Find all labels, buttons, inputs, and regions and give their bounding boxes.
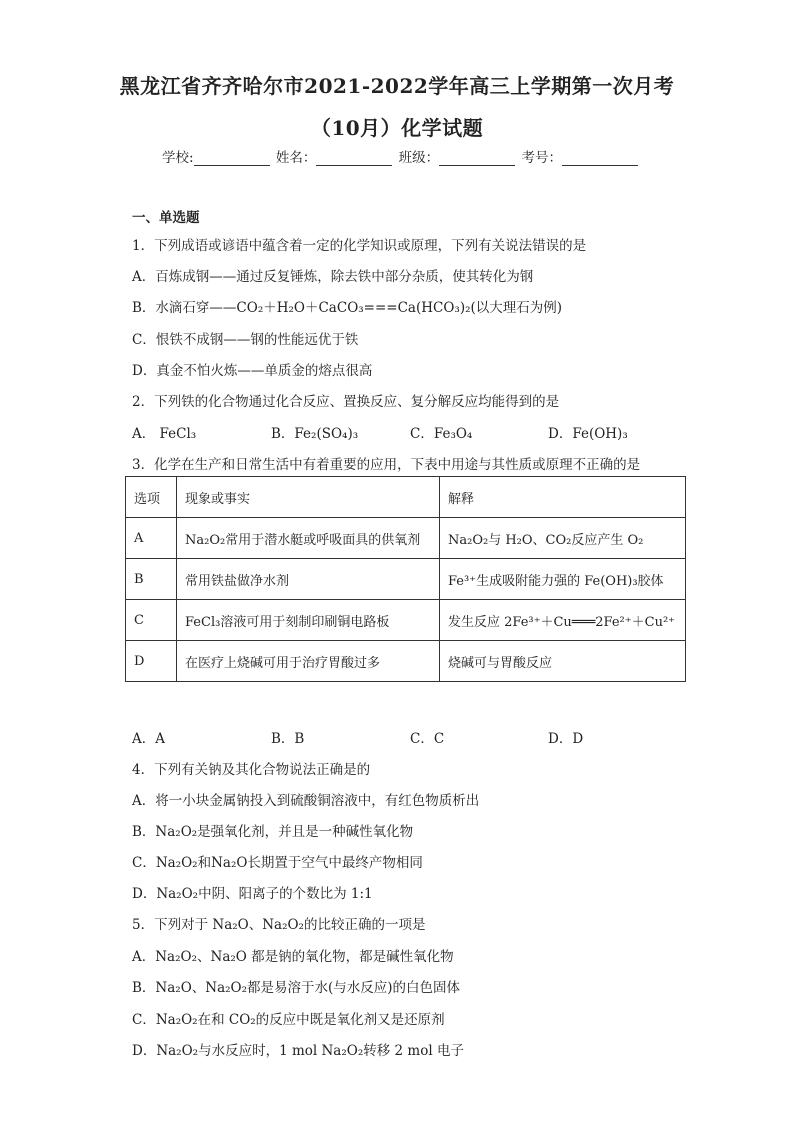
q2-option-a: A． FeCl₃ <box>132 426 197 442</box>
q4-option-a: A．将一小块金属钠投入到硫酸铜溶液中，有红色物质析出 <box>132 793 480 809</box>
exam-title-line1: 黑龙江省齐齐哈尔市2021-2022学年高三上学期第一次月考 <box>119 74 675 98</box>
name-blank[interactable] <box>316 151 392 166</box>
q1-option-c: C．恨铁不成钢——钢的性能远优于铁 <box>132 332 359 348</box>
table-cell: 常用铁盐做净水剂 <box>177 559 440 600</box>
exam-number-label: 考号： <box>521 150 562 166</box>
table-cell: Na₂O₂与 H₂O、CO₂反应产生 O₂ <box>440 518 686 559</box>
q1-option-d: D．真金不怕火炼——单质金的熔点很高 <box>132 363 373 379</box>
q3-stem: 3．化学在生产和日常生活中有着重要的应用，下表中用途与其性质或原理不正确的是 <box>132 457 641 473</box>
table-row <box>126 518 686 559</box>
q1-option-a: A．百炼成钢——通过反复锤炼，除去铁中部分杂质，使其转化为钢 <box>132 269 534 285</box>
table-cell: 在医疗上烧碱可用于治疗胃酸过多 <box>177 641 440 682</box>
q3-table <box>125 476 686 682</box>
school-label: 学校: <box>162 150 194 166</box>
table-header-cell: 现象或事实 <box>177 477 440 518</box>
q2-option-b: B．Fe₂(SO₄)₃ <box>271 426 359 442</box>
table-cell: Na₂O₂常用于潜水艇或呼吸面具的供氧剂 <box>177 518 440 559</box>
table-cell: C <box>126 600 177 641</box>
q3-option-b: B．B <box>271 731 305 747</box>
q4-option-d: D．Na₂O₂中阴、阳离子的个数比为 1:1 <box>132 886 373 902</box>
q2-option-c: C．Fe₃O₄ <box>410 426 473 442</box>
table-cell: D <box>126 641 177 682</box>
q5-option-a: A．Na₂O₂、Na₂O 都是钠的氧化物，都是碱性氧化物 <box>132 949 454 965</box>
q3-option-c: C．C <box>410 731 445 747</box>
q3-option-d: D．D <box>548 731 584 747</box>
q5-option-c: C．Na₂O₂在和 CO₂的反应中既是氧化剂又是还原剂 <box>132 1012 445 1028</box>
name-label: 姓名： <box>275 150 317 166</box>
q1-option-b: B．水滴石穿——CO₂＋H₂O＋CaCO₃===Ca(HCO₃)₂(以大理石为例) <box>132 300 563 316</box>
table-row <box>126 600 686 641</box>
class-label: 班级： <box>398 150 440 166</box>
q5-option-d: D．Na₂O₂与水反应时，1 mol Na₂O₂转移 2 mol 电子 <box>132 1043 464 1059</box>
exam-number-blank[interactable] <box>562 151 638 166</box>
table-cell: A <box>126 518 177 559</box>
table-header-cell: 解释 <box>440 477 686 518</box>
q4-option-c: C．Na₂O₂和Na₂O长期置于空气中最终产物相同 <box>132 855 423 871</box>
q4-stem: 4．下列有关钠及其化合物说法正确是的 <box>132 762 371 778</box>
q1-stem: 1．下列成语或谚语中蕴含着一定的化学知识或原理，下列有关说法错误的是 <box>132 238 587 254</box>
table-row <box>126 641 686 682</box>
table-cell: FeCl₃溶液可用于刻制印刷铜电路板 <box>177 600 440 641</box>
table-cell: Fe³⁺生成吸附能力强的 Fe(OH)₃胶体 <box>440 559 686 600</box>
exam-title-line2: （10月）化学试题 <box>310 116 484 140</box>
table-cell: B <box>126 559 177 600</box>
q5-stem: 5．下列对于 Na₂O、Na₂O₂的比较正确的一项是 <box>132 917 426 933</box>
q2-option-d: D．Fe(OH)₃ <box>548 426 628 442</box>
school-blank[interactable] <box>194 151 270 166</box>
table-cell: 烧碱可与胃酸反应 <box>440 641 686 682</box>
student-info-row <box>162 146 640 166</box>
q2-stem: 2．下列铁的化合物通过化合反应、置换反应、复分解反应均能得到的是 <box>132 394 560 410</box>
q3-option-a: A．A <box>132 731 165 747</box>
q5-option-b: B．Na₂O、Na₂O₂都是易溶于水(与水反应)的白色固体 <box>132 980 461 996</box>
section-heading: 一、单选题 <box>132 210 200 226</box>
class-blank[interactable] <box>439 151 515 166</box>
table-header-row <box>126 477 686 518</box>
q4-option-b: B．Na₂O₂是强氧化剂，并且是一种碱性氧化物 <box>132 824 414 840</box>
table-row <box>126 559 686 600</box>
table-cell: 发生反应 2Fe³⁺＋Cu═══2Fe²⁺＋Cu²⁺ <box>440 600 686 641</box>
table-header-cell: 选项 <box>126 477 177 518</box>
